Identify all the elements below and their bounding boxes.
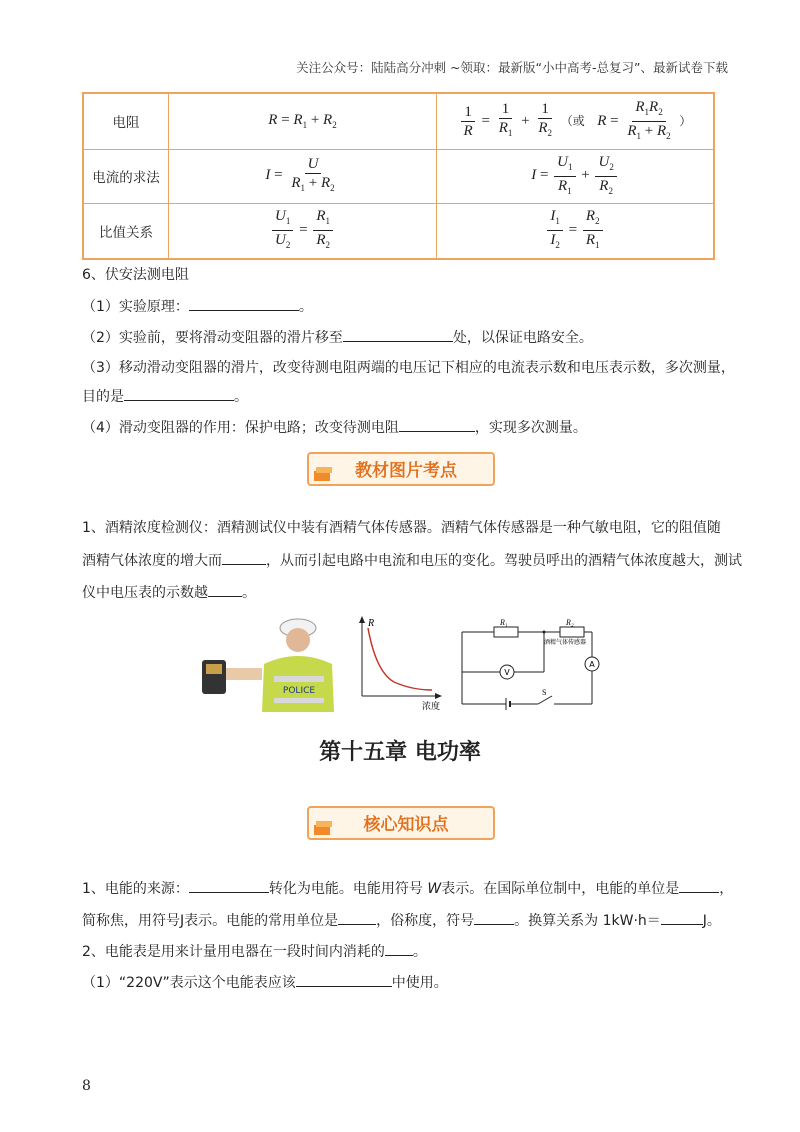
alcohol-line1: 1、酒精浓度检测仪：酒精测试仪中装有酒精气体传感器。酒精气体传感器是一种气敏电阻，它的阻值随: [82, 520, 721, 536]
section6-q3-line2: 目的是 。: [82, 386, 248, 407]
energy-line2: 简称焦，用符号J表示。电能的常用单位是 ，俗称度，符号 。换算关系为 1kW·h＝ J。: [82, 910, 721, 931]
blank-line[interactable]: [338, 910, 376, 925]
blank-line[interactable]: [343, 327, 453, 342]
breathalyzer-circuit: [458, 616, 608, 712]
page-number: 8: [82, 1078, 91, 1094]
series-current-formula: I = $\frac{U}{R_1 + R_2}$: [169, 149, 437, 203]
blank-line[interactable]: [296, 972, 392, 987]
sensor-r2: [560, 627, 584, 637]
svg-text:V: V: [504, 668, 510, 677]
svg-text:S: S: [542, 688, 547, 697]
blank-line[interactable]: [679, 878, 719, 893]
resistance-concentration-graph: [352, 614, 444, 712]
section-banner-textbook: [306, 449, 496, 489]
blank-line[interactable]: [399, 417, 475, 432]
energy-line3: 2、电能表是用来计量用电器在一段时间内消耗的 。: [82, 941, 427, 962]
section6-title: 6、伏安法测电阻: [82, 267, 189, 283]
section-banner-core: [306, 803, 496, 843]
energy-line1: 1、电能的来源： 转化为电能。电能用符号 W表示。在国际单位制中，电能的单位是 ，: [82, 878, 733, 899]
blank-line[interactable]: [189, 296, 299, 311]
svg-text:POLICE: POLICE: [282, 686, 316, 696]
svg-text:酒精气体传感器: 酒精气体传感器: [544, 639, 587, 646]
row-label-resistance: 电阻: [83, 93, 169, 149]
alcohol-line3: 仪中电压表的示数越 。: [82, 582, 256, 603]
alcohol-line2: 酒精气体浓度的增大而 ，从而引起电路中电流和电压的变化。驾驶员呼出的酒精气体浓度越大，测试: [82, 550, 742, 571]
or-label: （或: [560, 113, 585, 128]
close-paren: ）: [679, 113, 692, 128]
parallel-current-formula: I = $\frac{U_1}{R_1}$ + $\frac{U_2}{R_2}$: [437, 149, 715, 203]
blank-line[interactable]: [222, 550, 266, 565]
switch-icon: [538, 696, 552, 704]
chapter-title: 第十五章 电功率: [319, 740, 481, 765]
parallel-resistance-formula: $\frac{1}{R}$ = $\frac{1}{R_1}$ + $\frac{1}{R_2}$ （或 R = $\frac{R_1R_2}{R_1 + R_2}$ ）: [437, 93, 715, 149]
svg-text:R₂: R₂: [566, 618, 574, 627]
blank-line[interactable]: [385, 941, 413, 956]
section6-q3-line1: （3）移动滑动变阻器的滑片，改变待测电阻两端的电压记下相应的电流表示数和电压表示数，多次测量，: [82, 360, 735, 376]
blank-line[interactable]: [474, 910, 514, 925]
series-ratio-formula: $\frac{U_1}{U_2}$ = $\frac{R_1}{R_2}$: [169, 203, 437, 259]
section6-q1: （1）实验原理： 。: [82, 296, 313, 317]
banner-title: 核心知识点: [363, 815, 449, 835]
series-parallel-table: [82, 92, 715, 260]
blank-line[interactable]: [208, 582, 242, 597]
svg-text:R: R: [368, 618, 375, 629]
blank-line[interactable]: [124, 386, 234, 401]
row-label-ratio: 比值关系: [83, 203, 169, 259]
resistance-curve: [368, 628, 432, 690]
svg-text:R₁: R₁: [500, 618, 508, 627]
page-header: 关注公众号：陆陆高分冲刺 ~领取：最新版“小中高考-总复习”、最新试卷下载: [296, 60, 728, 75]
resistor-r1: [494, 627, 518, 637]
section6-q4: （4）滑动变阻器的作用：保护电路；改变待测电阻 ，实现多次测量。: [82, 417, 587, 438]
row-label-current: 电流的求法: [83, 149, 169, 203]
svg-text:浓度: 浓度: [422, 702, 441, 712]
banner-title: 教材图片考点: [355, 461, 457, 481]
parallel-ratio-formula: $\frac{I_1}{I_2}$ = $\frac{R_2}{R_1}$: [437, 203, 715, 259]
blank-line[interactable]: [189, 878, 269, 893]
series-resistance-formula: $R = R_1 + R_2$: [169, 93, 437, 149]
blank-line[interactable]: [661, 910, 703, 925]
police-officer-photo: [200, 606, 340, 712]
section6-q2: （2）实验前，要将滑动变阻器的滑片移至 处，以保证电路安全。: [82, 327, 593, 348]
energy-line4: （1）“220V”表示这个电能表应该 中使用。: [82, 972, 448, 993]
svg-text:A: A: [589, 660, 595, 669]
